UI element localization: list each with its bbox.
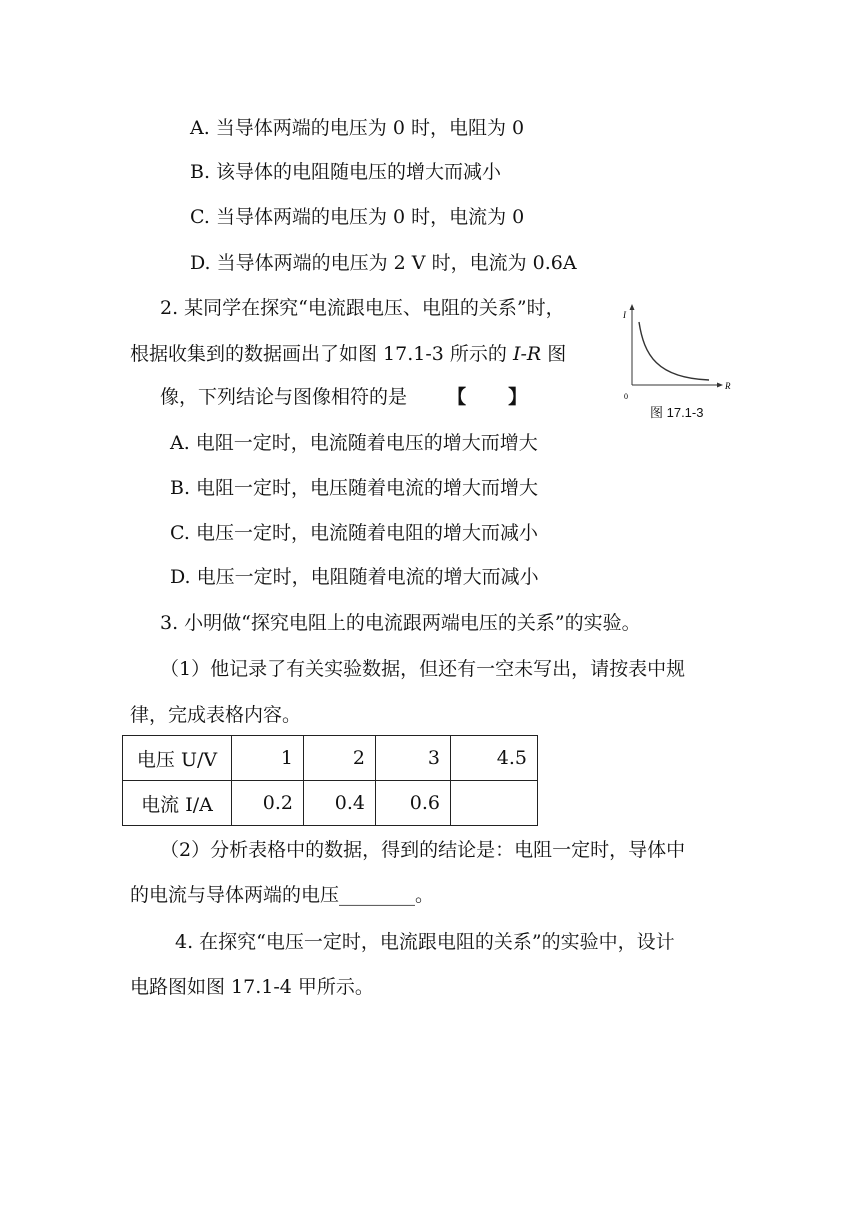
q3-part1-line1: （1）他记录了有关实验数据，但还有一空未写出，请按表中规 [160, 658, 686, 680]
inverse-curve [639, 322, 709, 380]
y-axis-arrow [630, 304, 635, 310]
q2-option-d: D. 电压一定时，电阻随着电流的增大而减小 [170, 566, 539, 588]
q2-option-a: A. 电阻一定时，电流随着电压的增大而增大 [170, 432, 538, 454]
q2-stem-line2-prefix: 根据收集到的数据画出了如图 17.1-3 所示的 [130, 343, 513, 365]
x-axis-label: R [725, 381, 731, 391]
q2-option-c: C. 电压一定时，电流随着电阻的增大而减小 [170, 522, 538, 544]
q3-title: 3. 小明做“探究电阻上的电流跟两端电压的关系”的实验。 [160, 612, 641, 634]
q1-option-c: C. 当导体两端的电压为 0 时，电流为 0 [190, 206, 525, 228]
table-cell: 3 [376, 736, 451, 781]
q1-option-b: B. 该导体的电阻随电压的增大而减小 [190, 161, 502, 183]
q2-stem-line3 [160, 385, 527, 409]
y-axis-label: I [623, 310, 626, 320]
data-table [122, 735, 538, 826]
q3-part2-line2: 的电流与导体两端的电压________。 [130, 884, 435, 906]
table-cell-blank [451, 781, 538, 826]
table-cell: 电压 U/V [123, 736, 232, 781]
table-cell: 电流 I/A [123, 781, 232, 826]
table-cell: 4.5 [451, 736, 538, 781]
q4-line1: 4. 在探究“电压一定时，电流跟电阻的关系”的实验中，设计 [175, 931, 675, 953]
q2-stem-line2-suffix: 图 [541, 343, 567, 365]
table-row-current [123, 781, 538, 826]
figure-caption: 图 17.1-3 [650, 405, 704, 420]
table-cell: 0.4 [304, 781, 376, 826]
x-axis-arrow [717, 383, 723, 388]
table-cell: 0.6 [376, 781, 451, 826]
q1-option-d: D. 当导体两端的电压为 2 V 时，电流为 0.6A [190, 252, 577, 274]
answer-bracket-close: 】 [508, 386, 528, 408]
q2-stem-line2 [130, 342, 566, 366]
q2-stem-line3-text: 像，下列结论与图像相符的是 [160, 386, 408, 408]
q2-stem-line1: 2. 某同学在探究“电流跟电压、电阻的关系”时， [160, 297, 565, 319]
table-row-voltage [123, 736, 538, 781]
table-cell: 2 [304, 736, 376, 781]
q2-graph-name: I-R [512, 343, 542, 365]
answer-bracket-open: 【 [447, 386, 467, 408]
q2-option-b: B. 电阻一定时，电压随着电流的增大而增大 [170, 477, 539, 499]
table-cell: 1 [232, 736, 304, 781]
origin-label: 0 [624, 392, 628, 401]
q3-part1-line2: 律，完成表格内容。 [130, 704, 302, 726]
q1-option-a: A. 当导体两端的电压为 0 时，电阻为 0 [190, 117, 525, 139]
table-cell: 0.2 [232, 781, 304, 826]
q4-line2: 电路图如图 17.1-4 甲所示。 [130, 976, 374, 998]
q3-part2-line1: （2）分析表格中的数据，得到的结论是：电阻一定时，导体中 [160, 839, 686, 861]
